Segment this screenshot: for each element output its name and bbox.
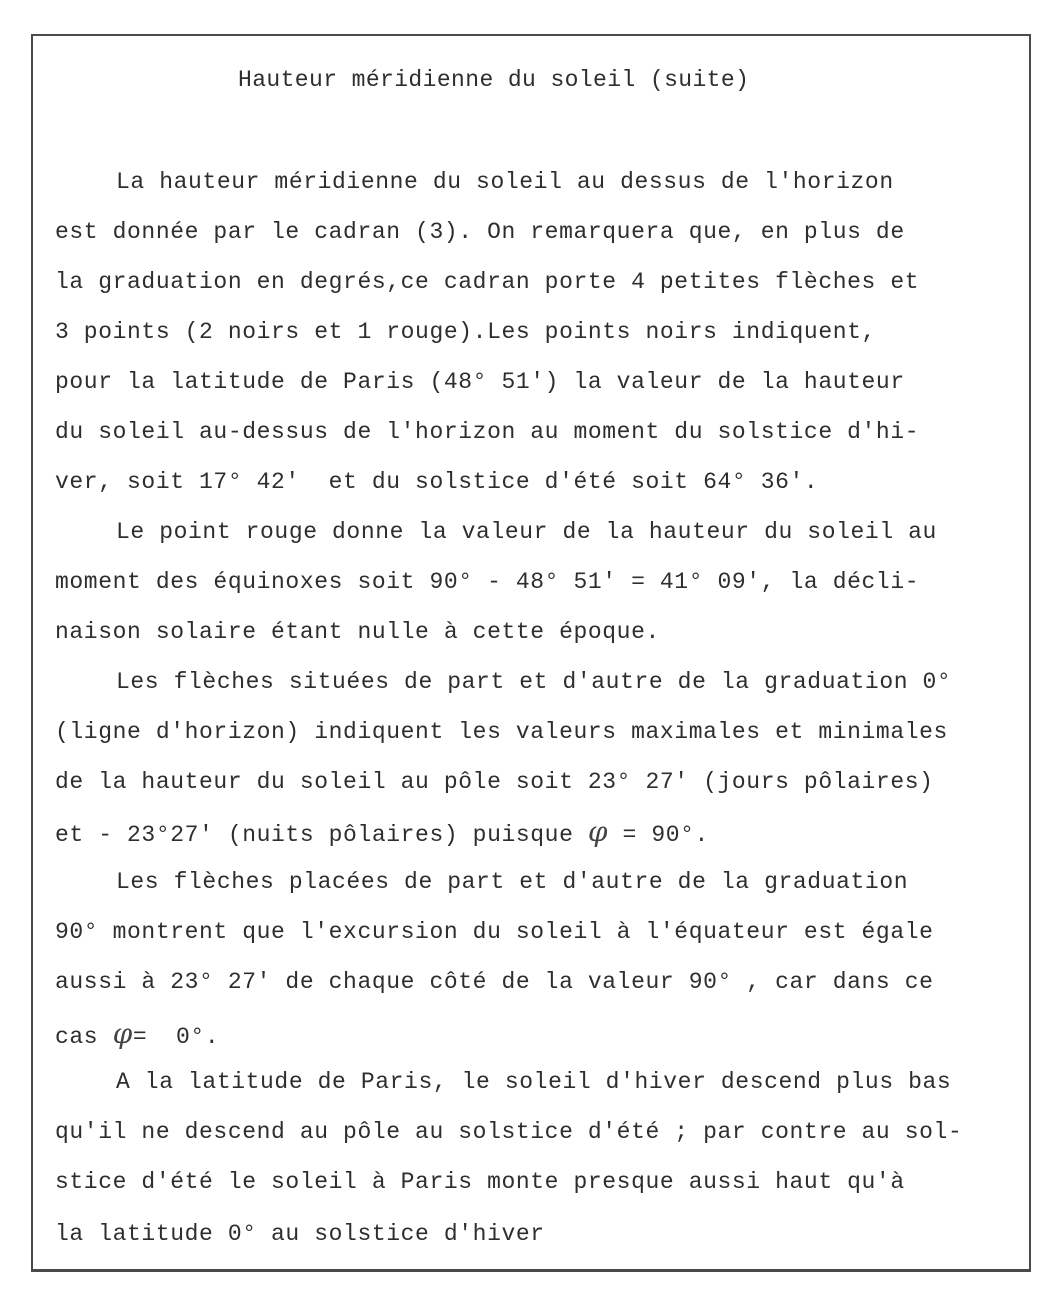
text-line: du soleil au-dessus de l'horizon au moment du solstice d'hi- [55, 419, 920, 445]
text-line-with-phi [55, 1017, 220, 1051]
text-line: Les flèches situées de part et d'autre de la graduation 0° [116, 669, 952, 695]
text-line-with-phi [55, 815, 709, 849]
phi-symbol: φ [112, 1017, 133, 1050]
text-line: ver, soit 17° 42' et du solstice d'été soit 64° 36'. [55, 469, 819, 495]
text-line: la latitude 0° au solstice d'hiver [55, 1221, 545, 1247]
text-line: est donnée par le cadran (3). On remarquera que, en plus de [55, 219, 905, 245]
text-line: moment des équinoxes soit 90° - 48° 51' = 41° 09', la décli- [55, 569, 920, 595]
text-line: la graduation en degrés,ce cadran porte 4 petites flèches et [55, 269, 920, 295]
text-line: A la latitude de Paris, le soleil d'hiver descend plus bas [116, 1069, 952, 1095]
document-title: Hauteur méridienne du soleil (suite) [238, 67, 750, 93]
text-line: (ligne d'horizon) indiquent les valeurs maximales et minimales [55, 719, 948, 745]
text-line: de la hauteur du soleil au pôle soit 23° 27' (jours pôlaires) [55, 769, 934, 795]
text-segment: = 0°. [132, 1024, 220, 1050]
text-line: 90° montrent que l'excursion du soleil à l'équateur est égale [55, 919, 934, 945]
phi-symbol: φ [587, 815, 609, 848]
text-line: pour la latitude de Paris (48° 51') la valeur de la hauteur [55, 369, 905, 395]
text-line: naison solaire étant nulle à cette époque. [55, 619, 660, 645]
text-line: stice d'été le soleil à Paris monte presque aussi haut qu'à [55, 1169, 905, 1195]
text-line: Les flèches placées de part et d'autre de la graduation [116, 869, 909, 895]
text-line: qu'il ne descend au pôle au solstice d'été ; par contre au sol- [55, 1119, 963, 1145]
text-segment: = 90°. [608, 822, 709, 848]
text-line: La hauteur méridienne du soleil au dessus de l'horizon [116, 169, 894, 195]
text-segment: et - 23°27' (nuits pôlaires) puisque [55, 822, 588, 848]
text-line: Le point rouge donne la valeur de la hauteur du soleil au [116, 519, 937, 545]
text-line: aussi à 23° 27' de chaque côté de la valeur 90° , car dans ce [55, 969, 934, 995]
text-segment: cas [55, 1024, 113, 1050]
text-line: 3 points (2 noirs et 1 rouge).Les points noirs indiquent, [55, 319, 876, 345]
